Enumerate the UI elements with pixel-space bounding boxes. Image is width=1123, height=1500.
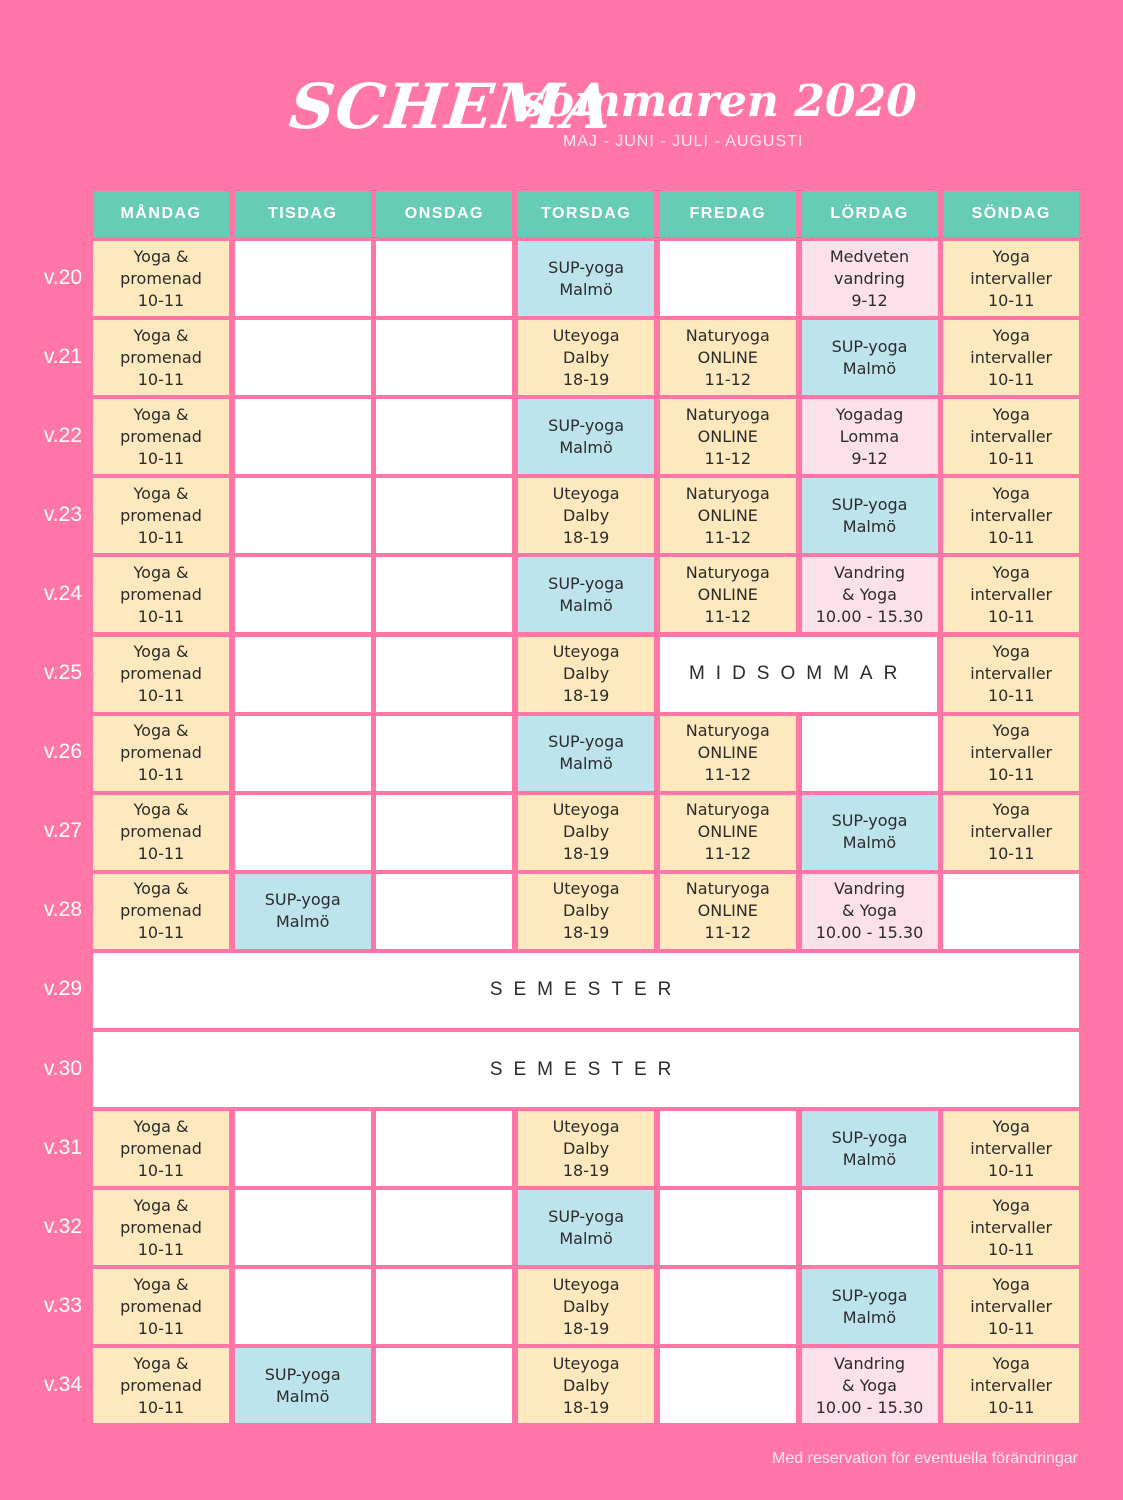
schedule-cell: SUP-yoga Malmö [235, 874, 371, 949]
schedule-cell: Uteyoga Dalby 18-19 [518, 1269, 654, 1344]
week-label: v.26 [43, 740, 82, 764]
week-label: v.25 [43, 661, 82, 684]
empty-cell [235, 241, 371, 316]
schedule-cell: Yoga intervaller 10-11 [943, 716, 1079, 791]
week-label: v.29 [43, 977, 82, 1001]
schedule-cell: Yoga intervaller 10-11 [943, 1111, 1079, 1186]
empty-cell [235, 1111, 371, 1186]
schedule-cell: SUP-yoga Malmö [518, 399, 654, 474]
week-label: v.31 [43, 1135, 82, 1159]
schedule-cell: Uteyoga Dalby 18-19 [518, 637, 654, 712]
schedule-cell: Yoga intervaller 10-11 [943, 637, 1079, 712]
empty-cell [235, 1190, 371, 1265]
schedule-cell: SUP-yoga Malmö [518, 241, 654, 316]
empty-cell [235, 478, 371, 553]
schedule-cell: Uteyoga Dalby 18-19 [518, 320, 654, 395]
schedule-cell: Yoga intervaller 10-11 [943, 795, 1079, 870]
week-label: v.23 [43, 502, 82, 526]
empty-cell [660, 1269, 796, 1344]
empty-cell [943, 874, 1079, 949]
schedule-cell: SUP-yoga Malmö [518, 557, 654, 632]
empty-cell [376, 241, 512, 316]
empty-cell [376, 399, 512, 474]
page-subtitle: MAJ - JUNI - JULI - AUGUSTI [563, 133, 804, 150]
day-header-fredag: FREDAG [660, 191, 796, 237]
schedule-cell: SUP-yoga Malmö [802, 478, 938, 553]
day-header-torsdag: TORSDAG [518, 191, 654, 237]
schedule-cell: Uteyoga Dalby 18-19 [518, 1348, 654, 1423]
empty-cell [376, 637, 512, 712]
schedule-cell: Yoga & promenad 10-11 [93, 1190, 229, 1265]
empty-cell [802, 1190, 938, 1265]
schedule-cell: Yoga intervaller 10-11 [943, 1190, 1079, 1265]
schedule-cell: Uteyoga Dalby 18-19 [518, 1111, 654, 1186]
week-label: v.33 [43, 1293, 82, 1317]
schedule-cell: Yoga & promenad 10-11 [93, 399, 229, 474]
week-label: v.21 [43, 344, 82, 368]
schedule-cell: Yoga intervaller 10-11 [943, 241, 1079, 316]
empty-cell [376, 478, 512, 553]
empty-cell [376, 1269, 512, 1344]
schedule-cell: Uteyoga Dalby 18-19 [518, 874, 654, 949]
schedule-cell: Yoga & promenad 10-11 [93, 478, 229, 553]
empty-cell [376, 716, 512, 791]
empty-cell [235, 399, 371, 474]
empty-cell [376, 874, 512, 949]
empty-cell [660, 1111, 796, 1186]
footer-note: Med reservation för eventuella förändringar [772, 1450, 1078, 1467]
empty-cell [376, 795, 512, 870]
schedule-cell: Vandring & Yoga 10.00 - 15.30 [802, 557, 938, 632]
schedule-cell: Naturyoga ONLINE 11-12 [660, 716, 796, 791]
schedule-cell: Yoga & promenad 10-11 [93, 1348, 229, 1423]
schedule-cell: SUP-yoga Malmö [802, 320, 938, 395]
schedule-cell: Naturyoga ONLINE 11-12 [660, 399, 796, 474]
empty-cell [235, 795, 371, 870]
schedule-cell: Yoga intervaller 10-11 [943, 399, 1079, 474]
schedule-cell: Yoga & promenad 10-11 [93, 241, 229, 316]
schedule-cell: SUP-yoga Malmö [235, 1348, 371, 1423]
schedule-cell: SUP-yoga Malmö [518, 1190, 654, 1265]
schedule-cell: Yoga & promenad 10-11 [93, 716, 229, 791]
schedule-cell: SUP-yoga Malmö [518, 716, 654, 791]
empty-cell [376, 557, 512, 632]
day-header-mandag: MÅNDAG [93, 191, 229, 237]
empty-cell [376, 320, 512, 395]
schedule-cell: Yoga intervaller 10-11 [943, 1269, 1079, 1344]
schedule-cell: Yoga intervaller 10-11 [943, 320, 1079, 395]
day-header-onsdag: ONSDAG [376, 191, 512, 237]
schedule-cell: Yoga intervaller 10-11 [943, 1348, 1079, 1423]
week-label: v.22 [43, 423, 82, 447]
page-title-script: sommaren 2020 [520, 76, 917, 127]
schedule-cell: Naturyoga ONLINE 11-12 [660, 795, 796, 870]
schedule-cell: Yoga & promenad 10-11 [93, 557, 229, 632]
schedule-cell: Vandring & Yoga 10.00 - 15.30 [802, 1348, 938, 1423]
schedule-cell: Vandring & Yoga 10.00 - 15.30 [802, 874, 938, 949]
empty-cell [235, 637, 371, 712]
schedule-cell: Naturyoga ONLINE 11-12 [660, 478, 796, 553]
empty-cell [376, 1190, 512, 1265]
page-title: SCHEMA [286, 70, 617, 143]
schedule-cell: Yoga & promenad 10-11 [93, 1269, 229, 1344]
empty-cell [235, 320, 371, 395]
schedule-cell: Yoga & promenad 10-11 [93, 320, 229, 395]
week-label: v.34 [43, 1372, 82, 1396]
schedule-cell: SUP-yoga Malmö [802, 1111, 938, 1186]
schedule-cell: SUP-yoga Malmö [802, 795, 938, 870]
schedule-span-cell: SEMESTER [93, 1032, 1079, 1107]
schedule-cell: Naturyoga ONLINE 11-12 [660, 557, 796, 632]
schedule-cell: Uteyoga Dalby 18-19 [518, 478, 654, 553]
day-header-lordag: LÖRDAG [802, 191, 938, 237]
schedule-cell: Yoga & promenad 10-11 [93, 1111, 229, 1186]
schedule-span-cell: MIDSOMMAR [660, 637, 938, 712]
empty-cell [660, 241, 796, 316]
empty-cell [660, 1190, 796, 1265]
schedule-cell: Yoga intervaller 10-11 [943, 478, 1079, 553]
week-label: v.20 [43, 265, 82, 289]
week-label: v.32 [43, 1214, 82, 1238]
schedule-cell: Yoga & promenad 10-11 [93, 795, 229, 870]
schedule-cell: Naturyoga ONLINE 11-12 [660, 320, 796, 395]
schedule-cell: Yoga intervaller 10-11 [943, 557, 1079, 632]
empty-cell [235, 1269, 371, 1344]
empty-cell [235, 716, 371, 791]
empty-cell [376, 1348, 512, 1423]
schedule-cell: SUP-yoga Malmö [802, 1269, 938, 1344]
empty-cell [802, 716, 938, 791]
week-label: v.28 [43, 898, 82, 922]
day-header-tisdag: TISDAG [235, 191, 371, 237]
schedule-cell: Naturyoga ONLINE 11-12 [660, 874, 796, 949]
schedule-span-cell: SEMESTER [93, 953, 1079, 1028]
week-label: v.24 [43, 581, 82, 605]
empty-cell [376, 1111, 512, 1186]
empty-cell [660, 1348, 796, 1423]
schedule-cell: Medveten vandring 9-12 [802, 241, 938, 316]
week-label: v.27 [43, 819, 82, 843]
schedule-cell: Yoga & promenad 10-11 [93, 637, 229, 712]
empty-cell [235, 557, 371, 632]
day-header-sondag: SÖNDAG [943, 191, 1079, 237]
week-label: v.30 [43, 1056, 82, 1080]
schedule-cell: Uteyoga Dalby 18-19 [518, 795, 654, 870]
schedule-cell: Yogadag Lomma 9-12 [802, 399, 938, 474]
schedule-cell: Yoga & promenad 10-11 [93, 874, 229, 949]
